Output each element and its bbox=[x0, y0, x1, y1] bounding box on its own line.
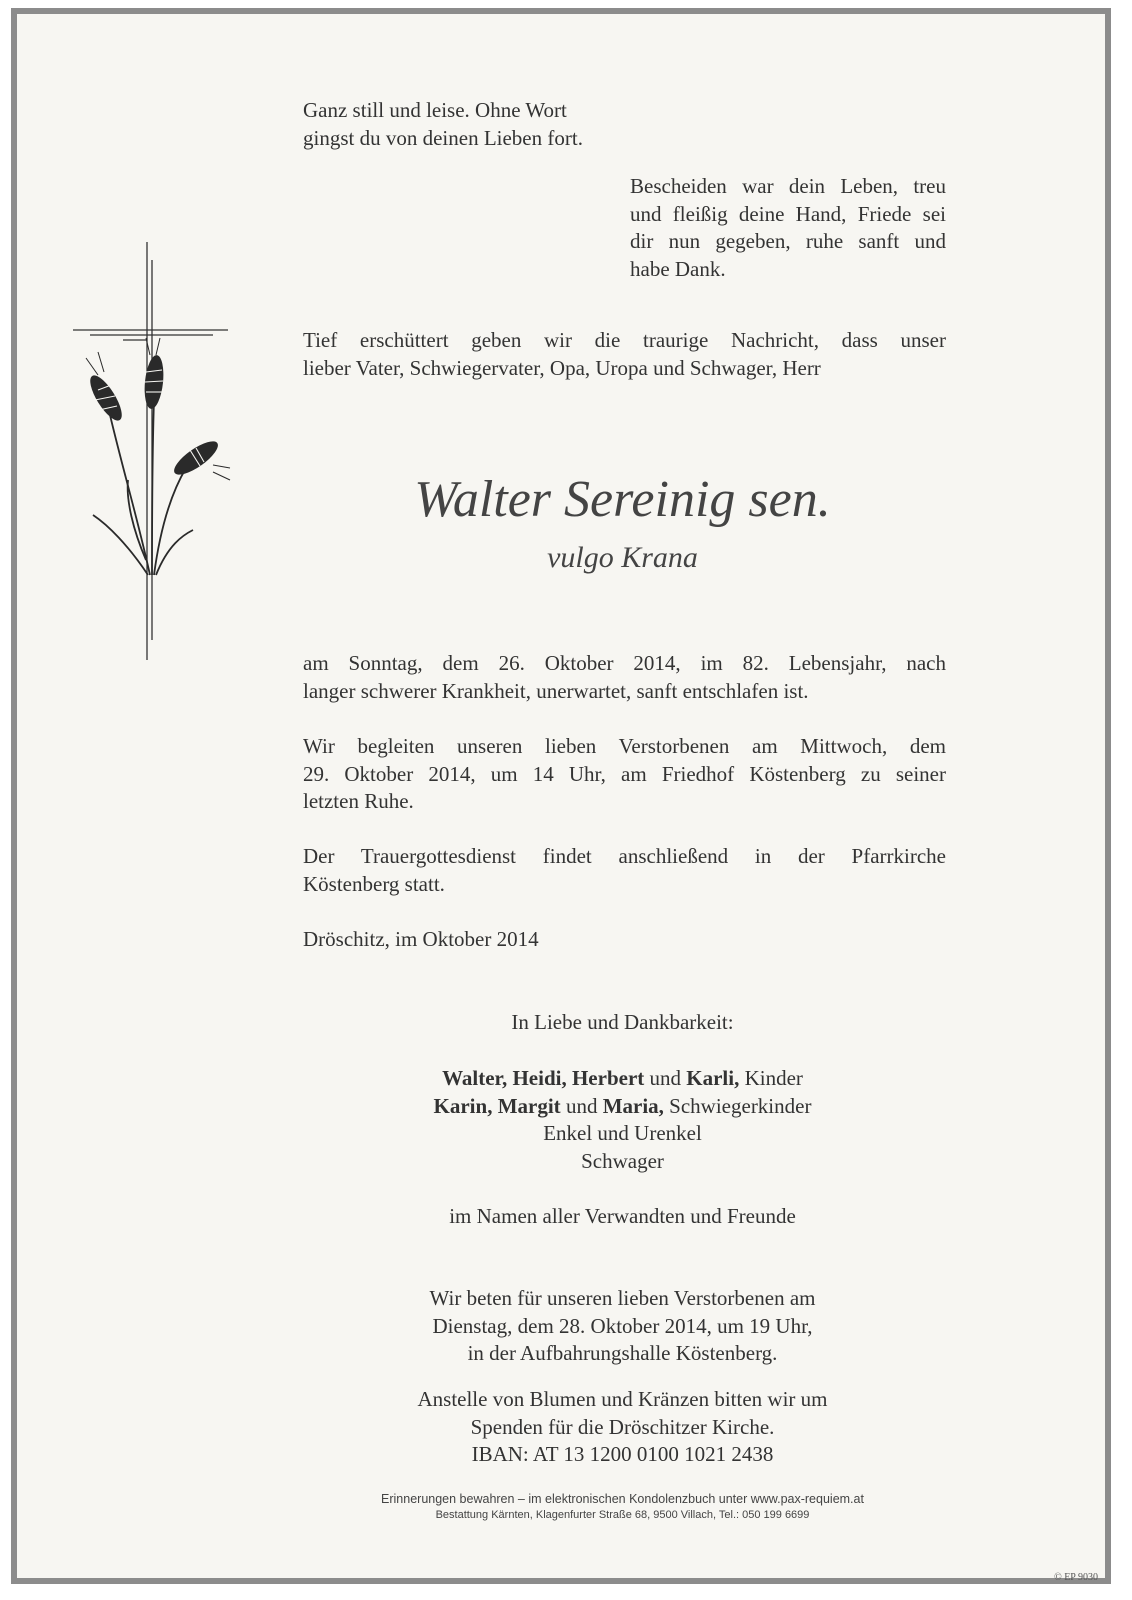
footer-condolence: Erinnerungen bewahren – im elektronischen Kondolenzbuch unter www.pax-requiem.at bbox=[381, 1492, 864, 1506]
service-notice bbox=[303, 843, 946, 898]
death-line: am Sonntag, dem 26. Oktober 2014, im 82. Lebensjahr, nach bbox=[303, 651, 946, 675]
intro-line: lieber Vater, Schwiegervater, Opa, Uropa und Schwager, Herr bbox=[303, 355, 821, 380]
service-line: Köstenberg statt. bbox=[303, 871, 445, 896]
mourner-name: Herbert bbox=[571, 1066, 645, 1090]
funeral-line: Wir begleiten unseren lieben Verstorbenen am Mittwoch, dem bbox=[303, 734, 946, 758]
donation-line: Anstelle von Blumen und Kränzen bitten wir um bbox=[417, 1387, 828, 1411]
dedication: In Liebe und Dankbarkeit: bbox=[511, 1010, 734, 1034]
poem-line: dir nun gegeben, ruhe sanft und bbox=[630, 229, 946, 253]
print-code: © EP 9030 bbox=[1054, 1572, 1098, 1583]
on-behalf: im Namen aller Verwandten und Freunde bbox=[449, 1204, 796, 1228]
poem-line: gingst du von deinen Lieben fort. bbox=[303, 125, 583, 150]
prayer-line: in der Aufbahrungshalle Köstenberg. bbox=[467, 1341, 778, 1365]
service-line: Der Trauergottesdienst findet anschließend in der Pfarrkirche bbox=[303, 844, 946, 868]
deceased-name: Walter Sereinig sen. bbox=[414, 471, 831, 528]
mourners-children: Walter, Heidi, Herbert und Karli, Kinder bbox=[442, 1066, 803, 1090]
mourner-name: Heidi bbox=[512, 1066, 562, 1090]
donation-notice bbox=[300, 1386, 945, 1469]
prayer-line: Dienstag, dem 28. Oktober 2014, um 19 Uhr, bbox=[432, 1313, 813, 1338]
intro-line: Tief erschüttert geben wir die traurige Nachricht, dass unser bbox=[303, 328, 946, 352]
funeral-line: 29. Oktober 2014, um 14 Uhr, am Friedhof Köstenberg zu seiner bbox=[303, 761, 946, 786]
mourner-name: Karin bbox=[433, 1093, 488, 1118]
iban: IBAN: AT 13 1200 0100 1021 2438 bbox=[471, 1442, 774, 1466]
mourner-name: Karli bbox=[686, 1066, 735, 1090]
deceased-nickname: vulgo Krana bbox=[547, 541, 698, 574]
mourners-list bbox=[300, 1065, 945, 1175]
death-notice bbox=[303, 650, 946, 705]
mourners-inlaws: Karin, Margit und Maria, Schwiegerkinder bbox=[433, 1093, 812, 1118]
prayer-line: Wir beten für unseren lieben Verstorbenen am bbox=[429, 1286, 816, 1310]
poem-verse bbox=[630, 173, 946, 283]
poem-line: Ganz still und leise. Ohne Wort bbox=[303, 98, 567, 122]
mourners-brother-in-law: Schwager bbox=[581, 1148, 664, 1173]
place-date: Dröschitz, im Oktober 2014 bbox=[303, 927, 539, 951]
death-line: langer schwerer Krankheit, unerwartet, sanft entschlafen ist. bbox=[303, 678, 809, 703]
footer bbox=[300, 1491, 945, 1523]
mourner-name: Maria bbox=[602, 1093, 659, 1118]
mourner-name: Margit bbox=[497, 1093, 561, 1118]
mourner-name: Walter bbox=[442, 1066, 502, 1090]
funeral-line: letzten Ruhe. bbox=[303, 789, 414, 813]
announcement-intro bbox=[303, 327, 946, 382]
poem-line: habe Dank. bbox=[630, 256, 726, 281]
poem-line: Bescheiden war dein Leben, treu bbox=[630, 174, 946, 198]
funeral-notice bbox=[303, 733, 946, 816]
poem-line: und fleißig deine Hand, Friede sei bbox=[630, 201, 946, 226]
prayer-notice bbox=[300, 1285, 945, 1368]
poem-opening bbox=[303, 97, 633, 152]
donation-line: Spenden für die Dröschitzer Kirche. bbox=[470, 1414, 775, 1439]
cross-wheat-icon bbox=[68, 240, 233, 665]
footer-address: Bestattung Kärnten, Klagenfurter Straße 68, 9500 Villach, Tel.: 050 199 6699 bbox=[435, 1509, 810, 1521]
mourners-grandchildren: Enkel und Urenkel bbox=[543, 1121, 702, 1145]
